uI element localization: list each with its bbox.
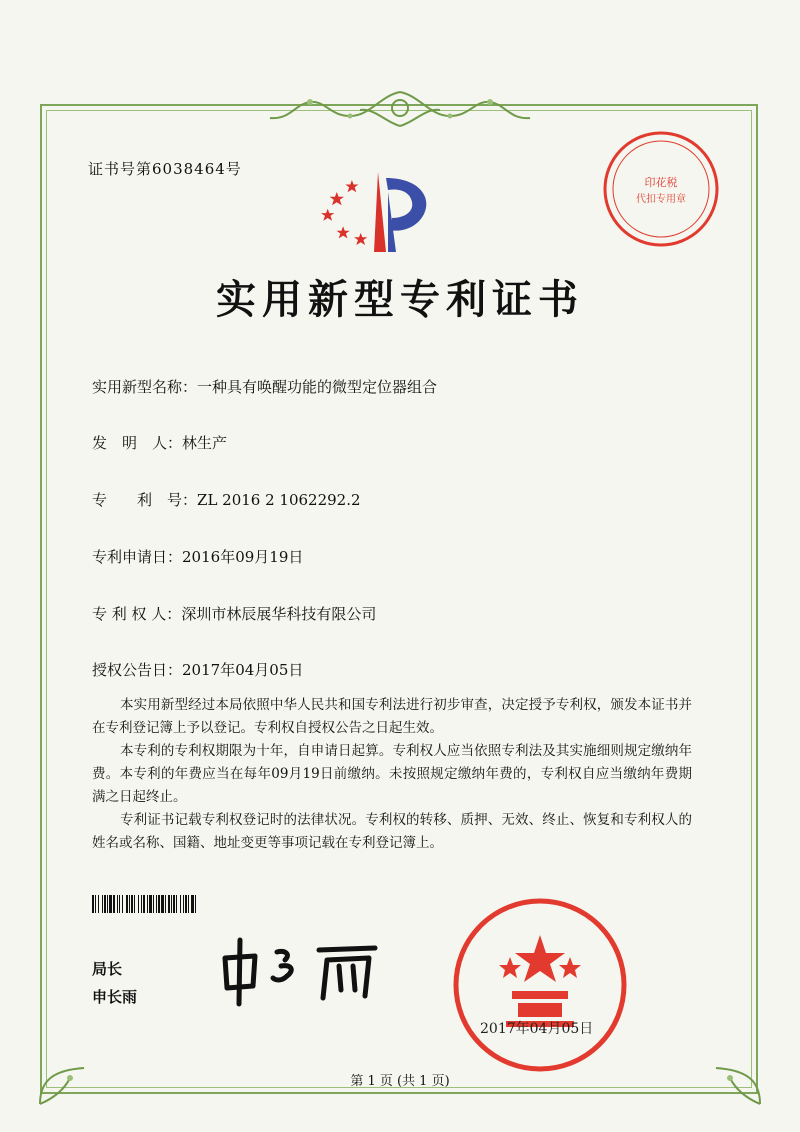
- field-application-date: [92, 546, 303, 567]
- field-value: 2016年09月19日: [182, 548, 304, 566]
- certificate-body: [92, 694, 692, 855]
- stamp-date: 2017年04月05日: [480, 1021, 594, 1037]
- tax-seal-text: 印花税: [644, 176, 678, 189]
- field-label: 授权公告日：: [92, 661, 183, 679]
- field-value: 深圳市林辰展华科技有限公司: [181, 605, 377, 623]
- field-value: 2017年04月05日: [182, 661, 304, 679]
- svg-text:代扣专用章: 代扣专用章: [636, 194, 686, 205]
- field-label: 专 利 权 人：: [92, 605, 182, 623]
- certificate-title: 实用新型专利证书: [216, 276, 584, 323]
- page-footer: 第 1 页 (共 1 页): [350, 1074, 450, 1089]
- field-label: 发 明 人：: [92, 434, 183, 452]
- signature-name: 申长雨: [92, 988, 138, 1006]
- body-paragraph: 本实用新型经过本局依照中华人民共和国专利法进行初步审查，决定授予专利权，颁发本证书并在专利登记簿上予以登记。专利权自授权公告之日起生效。: [92, 697, 692, 736]
- field-inventor: [92, 432, 227, 453]
- certificate-number: 证书号第6038464号: [88, 160, 242, 178]
- body-paragraph: 专利证书记载专利权登记时的法律状况。专利权的转移、质押、无效、终止、恢复和专利权人的姓名或名称、国籍、地址变更等事项记载在专利登记簿上。: [92, 812, 692, 851]
- field-value: 一种具有唤醒功能的微型定位器组合: [197, 378, 438, 396]
- signature-title: 局长: [92, 960, 123, 978]
- handwritten-signature: [215, 930, 385, 1010]
- official-seal: [450, 895, 630, 1075]
- field-utility-model-name: [92, 376, 437, 397]
- body-paragraph: 本专利的专利权期限为十年，自申请日起算。专利权人应当依照专利法及其实施细则规定缴纳年费。本专利的年费应当在每年09月19日前缴纳。未按照规定缴纳年费的，专利权自应当缴纳年费期满之日起终止。: [92, 743, 692, 805]
- barcode-bar: [196, 895, 197, 913]
- field-label: 专 利 号：: [92, 491, 198, 509]
- field-patentee: [92, 603, 376, 624]
- field-label: 实用新型名称：: [92, 378, 198, 396]
- field-patent-number: [92, 489, 361, 510]
- patent-office-logo: [320, 168, 440, 258]
- field-value: ZL 2016 2 1062292.2: [197, 491, 361, 509]
- tax-seal: [600, 128, 722, 250]
- field-grant-date: [92, 659, 303, 680]
- field-label: 专利申请日：: [92, 548, 183, 566]
- barcode: [92, 895, 297, 913]
- field-value: 林生产: [182, 434, 228, 452]
- top-ornament: [250, 86, 550, 132]
